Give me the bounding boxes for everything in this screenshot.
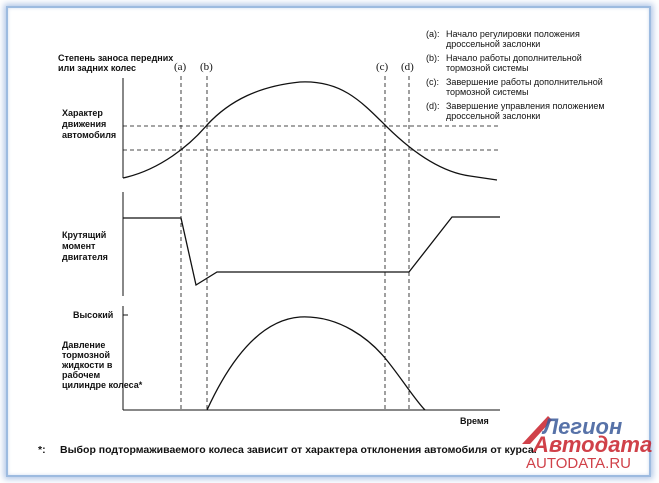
legend-b-line-2: тормозной системы [446,63,529,73]
engine-torque-label-3: двигателя [62,252,108,262]
legend-d-line-1: Завершение управления положением [446,101,605,111]
engine-torque-label-2: момент [62,241,96,251]
legend-a-line-2: дроссельной заслонки [446,39,541,49]
footnote-text: Выбор подтормаживаемого колеса зависит от характера отклонения автомобиля от курса. [60,444,537,456]
threshold-lines [123,126,500,150]
marker-b: (b) [200,61,213,73]
brake-pressure-label-2: тормозной [62,350,111,360]
brake-pressure-label-5: цилиндре колеса* [62,380,143,390]
vehicle-behavior-label-1: Характер [62,108,103,118]
legend-c-line-1: Завершение работы дополнительной [446,77,603,87]
axes [123,78,500,410]
vehicle-behavior-label-2: движения [62,119,107,129]
marker-c: (c) [376,61,389,73]
legend-a-line-1: Начало регулировки положения [446,29,580,39]
marker-d: (d) [401,61,414,73]
engine-torque-curve [123,217,500,285]
brake-pressure-curve [207,317,425,410]
skid-degree-label-2: или задних колес [58,63,136,73]
brake-pressure-label-1: Давление [62,340,106,350]
watermark-site: AUTODATA.RU [526,455,632,472]
brake-pressure-label-3: жидкости в [62,360,113,370]
legend-c-line-2: тормозной системы [446,87,529,97]
legend-key-b: (b): [426,53,440,63]
brake-pressure-label-4: рабочем [62,370,101,380]
vehicle-behavior-curve [123,82,497,180]
marker-a: (a) [174,61,187,73]
legend-key-d: (d): [426,101,440,111]
footnote-mark: *: [38,444,46,456]
legend-key-a: (a): [426,29,440,39]
watermark-line-2: Автодата [533,432,653,457]
engine-torque-label-1: Крутящий [62,230,107,240]
watermark-line-1: Легион [543,414,623,439]
legend [426,29,605,121]
legend-key-c: (c): [426,77,439,87]
legend-d-line-2: дроссельной заслонки [446,111,541,121]
high-level-label: Высокий [73,310,114,320]
vehicle-behavior-label-3: автомобиля [62,130,117,140]
watermark-logo [522,414,652,472]
skid-degree-label-1: Степень заноса передних [58,53,174,63]
time-axis-label: Время [460,416,489,426]
legend-b-line-1: Начало работы дополнительной [446,53,582,63]
